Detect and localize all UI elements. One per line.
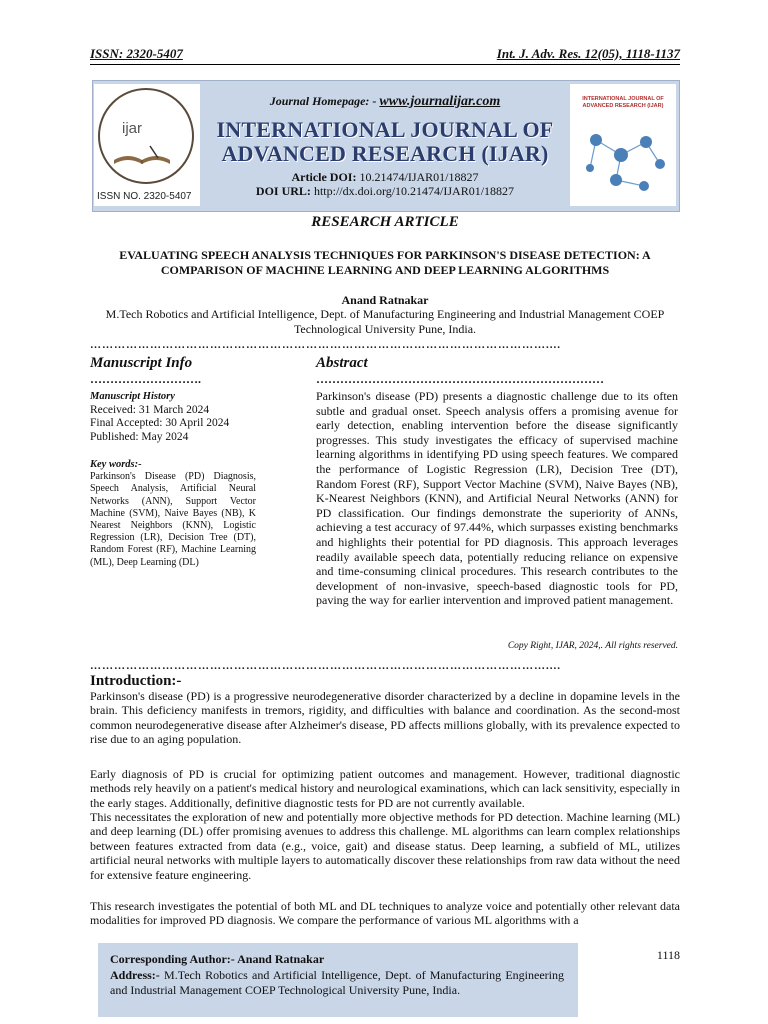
doi-url: [200, 184, 570, 199]
manuscript-history: [90, 391, 256, 444]
journal-title-line1: INTERNATIONAL JOURNAL OF: [216, 117, 554, 142]
keywords-text: Parkinson's Disease (PD) Diagnosis, Speech Analysis, Artificial Neural Networks (ANN), Support Vector Machine (SVM), Naive Bayes (NB), K Nearest Neighbors (KNN), Logistic Regression (LR), Decision Tree (DT), Random Forest (RF), Machine Learning (ML), Deep Learning (DL): [90, 471, 256, 568]
manuscript-info-heading: Manuscript Info: [90, 355, 193, 371]
book-icon: [110, 142, 174, 168]
accepted-date: Final Accepted: 30 April 2024: [90, 417, 230, 429]
corresponding-name: Anand Ratnakar: [237, 952, 325, 966]
paper-title-line2: COMPARISON OF MACHINE LEARNING AND DEEP LEARNING ALGORITHMS: [160, 263, 610, 277]
corresponding-author-box: [98, 943, 578, 1017]
separator-bottom: ……………………………………………………………………………………………………....: [90, 662, 561, 670]
journal-title: [200, 118, 570, 166]
corresponding-author-content: [110, 952, 564, 999]
journal-cover: [570, 84, 676, 206]
homepage-link[interactable]: www.journalijar.com: [379, 94, 501, 109]
paper-title: [90, 248, 680, 278]
abstract-dots: ………………………………………………………………: [316, 372, 604, 386]
running-header-citation: Int. J. Adv. Res. 12(05), 1118-1137: [496, 46, 680, 61]
running-header-issn: ISSN: 2320-5407: [90, 46, 183, 61]
logo-issn: ISSN NO. 2320-5407: [97, 191, 192, 202]
doi-url-label: DOI URL:: [255, 184, 311, 198]
keywords-label: Key words:-: [90, 459, 142, 470]
logo-ring: [98, 88, 194, 184]
journal-homepage: [200, 94, 570, 110]
author-name: Anand Ratnakar: [341, 293, 429, 307]
doi-value: 10.21474/IJAR01/18827: [359, 170, 479, 184]
page-number: 1118: [656, 948, 680, 962]
history-label: Manuscript History: [90, 391, 175, 402]
intro-paragraph-4: This research investigates the potential of both ML and DL techniques to analyze voice and potentially other relevant data modalities for improved PD diagnosis. We compare the performance of various ML algorithms with a: [90, 899, 680, 928]
journal-title-line2: ADVANCED RESEARCH (IJAR): [221, 141, 549, 166]
molecule-icon: [576, 120, 670, 202]
homepage-label: Journal Homepage: -: [269, 94, 377, 108]
intro-paragraph-3: This necessitates the exploration of new and potentially more objective methods for PD detection. Machine learning (ML) and deep learning (DL) offer promising avenues to address this challenge. ML algorithms can learn complex relationships between features extracted from data (e.g., voice, gait) and disease status. Deep learning, a subfield of ML, utilizes artificial neural networks with multiple layers to automatically discover these relationships from raw data without the need for extensive feature engineering.: [90, 810, 680, 882]
author-affiliation: [90, 307, 680, 337]
manuscript-dots: ……………………….: [90, 372, 201, 386]
affiliation-line2: Technological University Pune, India.: [293, 322, 477, 336]
logo-text: ijar: [122, 120, 143, 137]
abstract-text: Parkinson's disease (PD) presents a diagnostic challenge due to its often subtle and gradual onset. Speech analysis offers a promising avenue for early detection, enabling intervention before the disease significantly progresses. This study investigates the efficacy of supervised machine learning algorithms in identifying PD using speech features. We compared the performance of Logistic Regression (LR), Decision Tree (DT), Random Forest (RF), Support Vector Machine (SVM), Naive Bayes (NB), K-Nearest Neighbors (KNN), and Artificial Neural Networks (ANN) for PD classification. Our findings demonstrate the superiority of ANNs, achieving a test accuracy of 97.44%, which surpasses existing benchmarks and highlights their potential for PD diagnosis. This approach leverages readily available speech data, potentially reducing reliance on expensive and time-consuming clinical procedures. This research contributes to the development of non-invasive, speech-based diagnostic tools for PD, paving the way for earlier intervention and improved patient management.: [316, 389, 678, 608]
separator-top: ……………………………………………………………………………………………………....: [90, 341, 561, 349]
affiliation-line1: M.Tech Robotics and Artificial Intelligence, Dept. of Manufacturing Engineering and Industrial Management COEP: [105, 307, 665, 321]
cover-title: INTERNATIONAL JOURNAL OF ADVANCED RESEARCH (IJAR): [582, 96, 664, 109]
header-rule: [90, 64, 680, 65]
abstract-heading: Abstract: [316, 355, 368, 371]
copyright-notice: Copy Right, IJAR, 2024,. All rights reserved.: [507, 641, 678, 651]
corresponding-line: [110, 952, 564, 968]
address-text: M.Tech Robotics and Artificial Intelligence, Dept. of Manufacturing Engineering and Industrial Management COEP Technological University Pune, India.: [110, 967, 565, 997]
intro-paragraph-1: Parkinson's disease (PD) is a progressive neurodegenerative disorder characterized by a decline in dopamine levels in the brain. This deficiency manifests in tremors, rigidity, and difficulties with balance and coordination. As the second-most common neurodegenerative disease after Alzheimer's disease, PD affects millions globally, with its prevalence expected to rise due to an aging population.: [90, 689, 680, 747]
introduction-heading: Introduction:-: [90, 673, 182, 689]
journal-logo: [94, 84, 200, 206]
article-type: RESEARCH ARTICLE: [311, 214, 459, 230]
keywords-block: [90, 459, 256, 569]
address-label: Address:-: [110, 967, 160, 982]
doi-url-link[interactable]: http://dx.doi.org/10.21474/IJAR01/18827: [313, 184, 515, 198]
published-date: Published: May 2024: [90, 430, 189, 443]
address-line: [110, 968, 564, 999]
article-doi: [200, 170, 570, 185]
doi-label: Article DOI:: [291, 170, 357, 184]
paper-title-line1: EVALUATING SPEECH ANALYSIS TECHNIQUES FOR PARKINSON'S DISEASE DETECTION: A: [119, 248, 651, 262]
intro-paragraph-2: Early diagnosis of PD is crucial for optimizing patient outcomes and management. However, traditional diagnostic methods rely heavily on a patient's medical history and neurological examinations, which can lack sensitivity, especially in the early stages. Additionally, definitive diagnostic tests for PD are not currently available.: [90, 767, 680, 810]
received-date: Received: 31 March 2024: [90, 403, 210, 416]
corresponding-label: Corresponding Author:-: [110, 952, 235, 966]
